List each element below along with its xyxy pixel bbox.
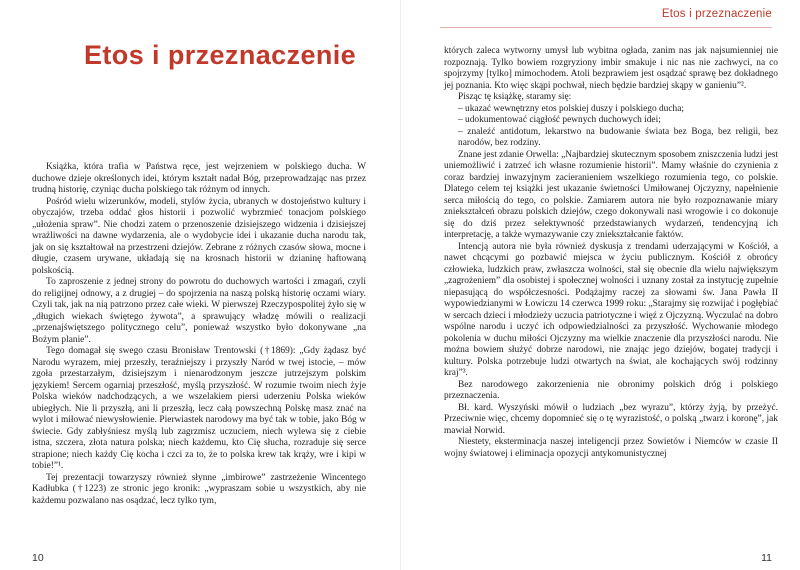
paragraph: Tego domagał się swego czasu Bronisław Trentowski (†1869): „Gdy żądasz być Narodu wyrazem, miej przeszły, teraźniejszy i przyszły Naród w twej istocie, – mów zgoła przestarzałym, dzisiejszym i nienarodzonym jeszcze jutrzejszym polskim językiem! Sercem ogarniaj przeszłość, myślą przyszłość. W rozumie twoim niech żyje Polska wieków nadchodzących, a we wszelakiem piersi uderzeniu Polska wieków ubiegłych. Nie li przyszłą, ani li przeszłą, lecz całą powszechną Polskę masz znać na wylot i miłować niewysłowienie. Pierwiastek narodowy ma być tak w tobie, jako Bóg w świecie. Gdy zabłyśniesz myślą lub zagrzmisz uczuciem, niech wylewa się z ciebie istna, szczera, złota natura polska; niech każdemu, kto Cię słucha, rozraduje się serce strapione; niech każdy Cię kocha i czci za to, że to polska krew tak krąży, wre i kipi w tobie!”¹. — [32, 346, 366, 471]
paragraph: To zaproszenie z jednej strony do powrotu do duchowych wartości i zmagań, czyli do religijnej odnowy, a z drugiej – do spojrzenia na naszą polską historię oczami wiary. Czyli tak, jak na nią patrzono przez całe wieki. W pierwszej Rzeczypospolitej żyło się w „długich wiekach świętego żywota”, a sprawujący władzę mówili o realizacji „przenajświętszego politycznego celu”, ponieważ wszystko było dokonywane „na Bożym planie”. — [32, 277, 366, 345]
right-body-text — [444, 46, 778, 460]
header-rule — [440, 27, 772, 28]
paragraph: Znane jest zdanie Orwella: „Najbardziej skutecznym sposobem zniszczenia ludzi jest uniemożliwić i zatrzeć ich własne rozumienie historii”. Mamy właśnie do czynienia z coraz bardziej inwazyjnym zacieranieniem wszelkiego rozumienia tego, co polskie. Dlatego celem tej książki jest ukazanie świetności Umiłowanej Ojczyzny, napełnienie serca miłością do tego, co polskie. Zamiarem autora nie było rozpoznawanie miary zniekształceń obrazu polskich dziejów, czego dokonywali nasi wrogowie i co dokonuje się do dziś przez selektywność przedstawianych wydarzeń, tendencyjną ich interpretację, a także wymazywanie czy zniekształcanie faktów. — [444, 149, 778, 240]
running-head: Etos i przeznaczenie — [661, 8, 772, 20]
paragraph: Książka, która trafia w Państwa ręce, jest wejrzeniem w polskiego ducha. W duchowe dzieje określonych idei, którym kształt nadał Bóg, przeprowadzając nas przez trudną historię, czyniąc ducha polskiego tak różnym od innych. — [32, 162, 366, 195]
paragraph: Pośród wielu wizerunków, modeli, stylów życia, ubranych w dostojeństwo kultury i obyczajów, trzeba oddać głos historii i pozwolić wybrzmieć tonacjom polskiego „ułożenia spraw”. Nie chodzi zatem o przenoszenie dzisiejszego widzenia i dzisiejszej wrażliwości na dawne wydarzenia, ale o wydobycie idei i ukazanie ducha narodu tak, jak on się kształtował na przestrzeni dziejów. Zebrane z różnych czasów słowa, mocne i długie, czasem urywane, układają się na krosnach historii w dzianinę haftowaną polskością. — [32, 196, 366, 276]
paragraph: Tej prezentacji towarzyszy również słynne „imbirowe” zastrzeżenie Wincentego Kadłubka (†1223) ze stronic jego kronik: „wypraszam sobie u wszystkich, aby nie każdemu pozwalano nas osądzać, lecz tylko tym, — [32, 472, 366, 506]
page-number-right: 11 — [761, 552, 772, 564]
paragraph: Bez narodowego zakorzenienia nie obronimy polskich dróg i polskiego przeznaczenia. — [444, 379, 778, 401]
right-page — [400, 0, 800, 570]
left-body-text — [32, 162, 366, 507]
paragraph: Pisząc tę książkę, staramy się: — [458, 92, 572, 102]
list-item: – znaleźć antidotum, lekarstwo na budowanie świata bez Boga, bez religii, bez narodów, bez rodziny. — [458, 126, 778, 148]
paragraph: Intencją autora nie była również dyskusja z trendami uderzającymi w Kościół, a nawet chcącymi go pozbawić miejsca w życiu publicznym. Kościół z obrońcy człowieka, ludzkich praw, zwłaszcza wolności, stał się obecnie dla wielu największym „zagrożeniem” dla osobistej i społecznej wolności i uznany został za instytucję zupełnie niepasującą do współczesności. Podążajmy raczej za słowami św. Jana Pawła II wypowiedzianymi w Łowiczu 14 czerwca 1999 roku: „Starajmy się rozwijać i pogłębiać w sercach dzieci i młodzieży uczucia patriotyczne i więź z Ojczyzną. Wyczulać na dobro wspólne narodu i uczyć ich odpowiedzialności za przyszłość. Wychowanie młodego pokolenia w duchu miłości Ojczyzny ma wielkie znaczenie dla przyszłości narodu. Nie można bowiem służyć dobrze narodowi, nie znając jego dziejów, bogatej tradycji i kultury. Polska potrzebuje ludzi otwartych na świat, ale kochających swój rodzinny kraj”³. — [444, 241, 778, 378]
paragraph: Bł. kard. Wyszyński mówił o ludziach „bez wyrazu”, którzy żyją, by przeżyć. Przeciwnie więc, chcemy dopomnieć się o tę wyrazistość, o polską „twarz i koronę”, jak mawiał Norwid. — [444, 402, 778, 436]
paragraph: Niestety, eksterminacja naszej inteligencji przez Sowietów i Niemców w czasie II wojny światowej i eliminacja opozycji antykomunistycznej — [444, 437, 778, 459]
page-number-left: 10 — [32, 552, 44, 564]
list-item: – ukazać wewnętrzny etos polskiej duszy i polskiego ducha; — [458, 103, 684, 114]
paragraph: których zaleca wytworny umysł lub wybitna ogłada, zanim nas jak najsumienniej nie rozpoznają. Tylko bowiem rozgryziony imbir smakuje i nic nas nie zachwyci, na co spojrzymy [tylko] mimochodem. Atoli bezprawiem jest osądzać sprawę bez dokładnego jej poznania. Kto więc skąpi pochwał, niech będzie bardziej skąpy w ganieniu”². — [444, 46, 778, 91]
list-item: – udokumentować ciągłość pewnych duchowych idei; — [458, 115, 661, 125]
chapter-title: Etos i przeznaczenie — [84, 40, 357, 70]
